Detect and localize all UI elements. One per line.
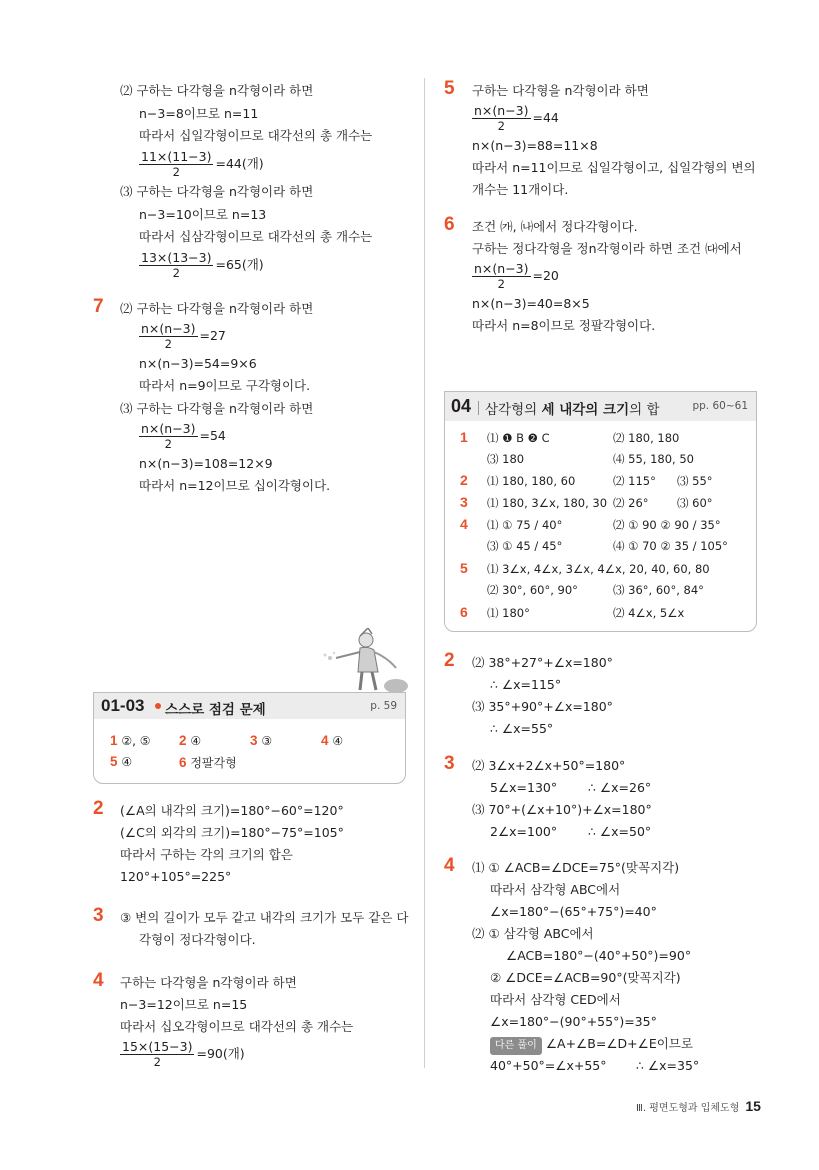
column-divider — [424, 78, 425, 1068]
text-line: 개수는 11개이다. — [472, 182, 569, 197]
answer-text: ⑶ 60° — [677, 496, 713, 510]
chapter-label: Ⅲ. 평면도형과 입체도형 — [636, 1103, 740, 1114]
denominator: 2 — [172, 165, 180, 179]
text-line: ⑶ 구하는 다각형을 n각형이라 하면 — [120, 401, 314, 416]
text-line: 5∠x=130° — [490, 780, 558, 795]
fraction-expression — [139, 149, 264, 179]
page-reference: p. 59 — [370, 700, 397, 712]
answer-text: ⑵ 180, 180 — [613, 431, 680, 445]
text-line: ⑵ ① 삼각형 ABC에서 — [472, 926, 594, 941]
answer-text: ⑵ 115° — [613, 474, 656, 488]
text-line: n×(n−3)=54=9×6 — [139, 356, 257, 371]
text-line: ⑵ 38°+27°+∠x=180° — [472, 655, 613, 670]
bullet-icon — [155, 703, 161, 709]
text-line: n×(n−3)=88=11×8 — [472, 138, 598, 153]
text-line: ∴ ∠x=26° — [588, 780, 652, 795]
problem-number: 3 — [93, 905, 104, 926]
text-line: ∴ ∠x=35° — [636, 1058, 700, 1073]
text-line: 구하는 정다각형을 정n각형이라 하면 조건 ㈐에서 — [472, 241, 742, 256]
text-line: 120°+105°=225° — [120, 869, 232, 884]
fraction-result: =90(개) — [196, 1046, 245, 1061]
fraction-expression — [472, 261, 559, 291]
answer-text: ⑴ ① 75 / 40° — [487, 518, 563, 532]
page-reference: pp. 60~61 — [692, 400, 748, 412]
alternative-solution-line: 다른 풀이 ∠A+∠B=∠D+∠E이므로 — [490, 1036, 693, 1055]
answer-text: ⑶ ① 45 / 45° — [487, 539, 563, 553]
section-title: 삼각형의 세 내각의 크기의 합 — [485, 402, 660, 418]
problem-number: 2 — [444, 650, 455, 671]
section-number: 04 — [451, 396, 472, 416]
answer-text: ⑶ 36°, 60°, 84° — [613, 583, 704, 597]
text-line: 각형이 정다각형이다. — [139, 932, 256, 947]
fraction-expression — [139, 421, 226, 451]
answer-text: ⑴ ❶ B ❷ C — [487, 431, 550, 445]
answer-item: 1 ②, ⑤ — [110, 733, 151, 748]
text-line: ∴ ∠x=115° — [490, 677, 562, 692]
section-04-answer-box — [444, 391, 757, 632]
numerator: 13×(13−3) — [141, 250, 212, 265]
numerator: n×(n−3) — [141, 321, 196, 336]
problem-number: 4 — [444, 855, 455, 876]
answer-text: ⑵ ① 90 ② 90 / 35° — [613, 518, 721, 532]
text-line: ⑶ 35°+90°+∠x=180° — [472, 699, 613, 714]
text-line: ⑴ ① ∠ACB=∠DCE=75°(맞꼭지각) — [472, 860, 680, 875]
fraction-expression — [139, 321, 226, 351]
text-line: 따라서 십삼각형이므로 대각선의 총 개수는 — [139, 229, 373, 244]
denominator: 2 — [164, 437, 172, 451]
text-line: 따라서 n=12이므로 십이각형이다. — [139, 478, 331, 493]
self-check-answer-box — [93, 692, 406, 784]
character-illustration — [316, 628, 411, 694]
answer-text: ⑷ ① 70 ② 35 / 105° — [613, 539, 728, 553]
answer-item: 6 정팔각형 — [179, 755, 237, 770]
text-line: ⑶ 구하는 다각형을 n각형이라 하면 — [120, 184, 314, 199]
header-separator — [478, 401, 479, 415]
answer-number: 4 — [460, 516, 468, 532]
text-line: ⑵ 구하는 다각형을 n각형이라 하면 — [120, 301, 314, 316]
answer-text: ⑶ 180 — [487, 452, 525, 466]
numerator: n×(n−3) — [474, 261, 529, 276]
denominator: 2 — [153, 1055, 161, 1069]
text-line: ∴ ∠x=50° — [588, 824, 652, 839]
answer-number: 3 — [460, 494, 468, 510]
answer-text: ⑴ 180, 180, 60 — [487, 474, 576, 488]
numerator: n×(n−3) — [474, 103, 529, 118]
text-line: n−3=10이므로 n=13 — [139, 207, 267, 222]
text-line: n×(n−3)=40=8×5 — [472, 296, 590, 311]
answer-number: 6 — [460, 604, 468, 620]
answer-item: 3 ③ — [250, 733, 273, 748]
problem-number: 7 — [93, 296, 104, 317]
text-line: n−3=8이므로 n=11 — [139, 106, 259, 121]
alternative-solution-badge: 다른 풀이 — [490, 1037, 542, 1055]
text-line: ∠x=180°−(90°+55°)=35° — [490, 1014, 657, 1029]
denominator: 2 — [497, 119, 505, 133]
fraction-result: =20 — [532, 268, 559, 283]
text-line: ⑵ 3∠x+2∠x+50°=180° — [472, 758, 626, 773]
problem-number: 2 — [93, 798, 104, 819]
text-line: (∠A의 내각의 크기)=180°−60°=120° — [120, 803, 344, 818]
answer-text: ⑷ 55, 180, 50 — [613, 452, 694, 466]
text-line: 따라서 n=11이므로 십일각형이고, 십일각형의 변의 — [472, 160, 756, 175]
numerator: 15×(15−3) — [122, 1039, 193, 1054]
fraction-result: =44 — [532, 110, 559, 125]
text-line: 따라서 삼각형 CED에서 — [490, 992, 621, 1007]
text-line: 40°+50°=∠x+55° — [490, 1058, 607, 1073]
denominator: 2 — [164, 337, 172, 351]
answer-text: ⑵ 26° — [613, 496, 649, 510]
fraction-result: =65(개) — [215, 257, 264, 272]
problem-number: 6 — [444, 214, 455, 235]
fraction-expression — [472, 103, 559, 133]
numerator: n×(n−3) — [141, 421, 196, 436]
answer-text: ⑵ 4∠x, 5∠x — [613, 606, 685, 620]
page-number: 15 — [745, 1098, 761, 1114]
denominator: 2 — [172, 266, 180, 280]
answer-number: 5 — [460, 560, 468, 576]
text-line: 따라서 십오각형이므로 대각선의 총 개수는 — [120, 1019, 354, 1034]
text-line: 따라서 삼각형 ABC에서 — [490, 882, 621, 897]
answer-text: ⑶ 55° — [677, 474, 713, 488]
answer-number: 2 — [460, 472, 468, 488]
fraction-result: =27 — [199, 328, 226, 343]
text-line: 구하는 다각형을 n각형이라 하면 — [120, 975, 297, 990]
section-title: 스스로 점검 문제 — [165, 702, 266, 718]
text-line: 따라서 십일각형이므로 대각선의 총 개수는 — [139, 128, 373, 143]
fraction-result: =54 — [199, 428, 226, 443]
problem-number: 3 — [444, 753, 455, 774]
problem-number: 5 — [444, 78, 455, 99]
answer-text: ⑴ 180, 3∠x, 180, 30 — [487, 496, 608, 510]
answer-number: 1 — [460, 429, 468, 445]
problem-number: 4 — [93, 970, 104, 991]
text-line: ③ 변의 길이가 모두 같고 내각의 크기가 모두 같은 다 — [120, 910, 409, 925]
text-line: ∠ACB=180°−(40°+50°)=90° — [506, 948, 692, 963]
fraction-result: =44(개) — [215, 156, 264, 171]
text-line: ⑵ 구하는 다각형을 n각형이라 하면 — [120, 83, 314, 98]
numerator: 11×(11−3) — [141, 149, 212, 164]
text-line: 조건 ㈎, ㈏에서 정다각형이다. — [472, 219, 638, 234]
denominator: 2 — [497, 277, 505, 291]
text-line: ⑶ 70°+(∠x+10°)+∠x=180° — [472, 802, 652, 817]
text-line: 따라서 구하는 각의 크기의 합은 — [120, 847, 293, 862]
text-line: 따라서 n=9이므로 구각형이다. — [139, 378, 311, 393]
fraction-expression — [120, 1039, 245, 1069]
answer-text: ⑴ 3∠x, 4∠x, 3∠x, 4∠x, 20, 40, 60, 80 — [487, 562, 710, 576]
text-line: ∴ ∠x=55° — [490, 721, 554, 736]
section-number: 01-03 — [101, 696, 145, 715]
answer-item: 2 ④ — [179, 733, 202, 748]
page-footer — [636, 1098, 761, 1114]
answer-text: ⑴ 180° — [487, 606, 530, 620]
answer-item: 5 ④ — [110, 754, 133, 769]
text-line: ② ∠DCE=∠ACB=90°(맞꼭지각) — [490, 970, 681, 985]
answer-item: 4 ④ — [321, 733, 344, 748]
text-line: 구하는 다각형을 n각형이라 하면 — [472, 83, 649, 98]
text-line: (∠C의 외각의 크기)=180°−75°=105° — [120, 825, 344, 840]
text-line: n−3=12이므로 n=15 — [120, 997, 248, 1012]
text-line: ∠x=180°−(65°+75°)=40° — [490, 904, 657, 919]
text-line: n×(n−3)=108=12×9 — [139, 456, 273, 471]
text-line: 따라서 n=8이므로 정팔각형이다. — [472, 318, 656, 333]
fraction-expression — [139, 250, 264, 280]
text-line: 2∠x=100° — [490, 824, 558, 839]
answer-text: ⑵ 30°, 60°, 90° — [487, 583, 578, 597]
